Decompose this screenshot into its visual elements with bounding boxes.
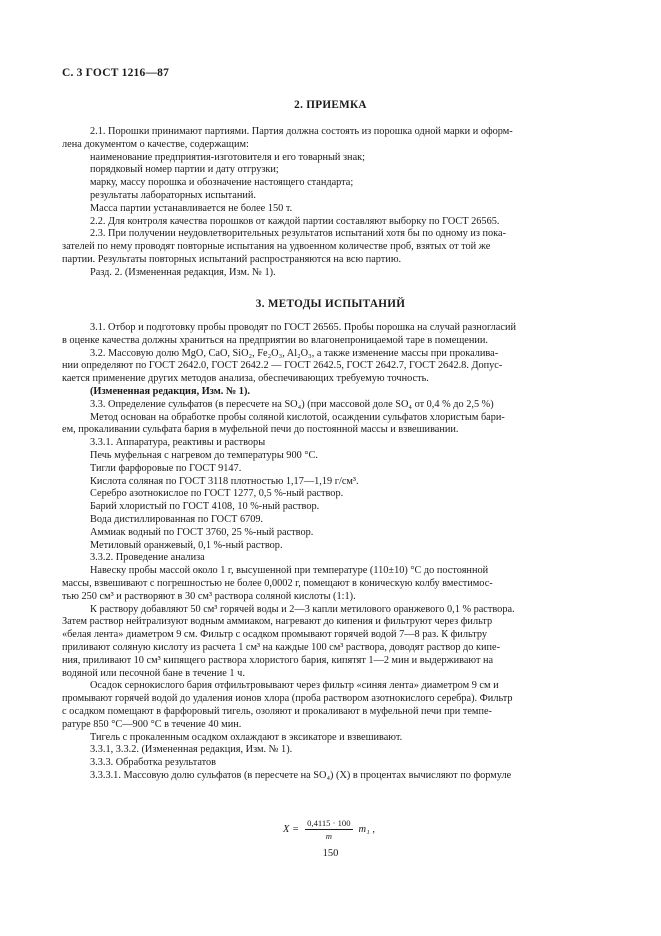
section3-line: водяной или песочной бане в течение 1 ч. xyxy=(62,667,245,679)
section3-line: Затем раствор нейтрализуют водным аммиаком, нагревают до кипения и фильтруют через фильтр xyxy=(62,616,493,628)
section3-line: 3.3.3.1. Массовую долю сульфатов (в пересчете на SO₄) (X) в процентах вычисляют по формуле xyxy=(90,769,512,781)
section3-line: К раствору добавляют 50 см³ горячей воды и 2—3 капли метилового оранжевого 0,1 % раствора. xyxy=(90,603,515,615)
section3-line: 3.3. Определение сульфатов (в пересчете на SO₄) (при массовой доле SO₄ от 0,4 % до 2,5 %) xyxy=(90,398,494,410)
formula-rhs: m₁ , xyxy=(358,824,375,835)
section3-line: Тигли фарфоровые по ГОСТ 9147. xyxy=(90,462,242,474)
section2-line: Масса партии устанавливается не более 150 т. xyxy=(90,202,293,214)
section2-line: наименование предприятия-изготовителя и его товарный знак; xyxy=(90,151,365,163)
section3-line: Печь муфельная с нагревом до температуры 900 °С. xyxy=(90,449,318,461)
section-3-body xyxy=(62,322,600,783)
section2-line: партии. Результаты повторных испытаний распространяются на всю партию. xyxy=(62,253,402,265)
section-2-title: 2. ПРИЕМКА xyxy=(294,99,367,111)
section3-line: массы, взвешивают с погрешностью не более 0,0002 г, помещают в коническую колбу вместимос- xyxy=(62,577,493,589)
section3-line: Навеску пробы массой около 1 г, высушенной при температуре (110±10) °С до постоянной xyxy=(90,565,489,577)
formula-lhs: X = xyxy=(283,824,300,835)
section3-line: ем, прокаливании сульфата бария в муфельной печи до постоянной массы и взвешивании. xyxy=(62,424,459,436)
section3-line: 3.1. Отбор и подготовку пробы проводят по ГОСТ 26565. Пробы порошка на случай разногласий xyxy=(90,322,516,333)
section3-line: 3.3.1, 3.3.2. (Измененная редакция, Изм. № 1). xyxy=(90,744,293,756)
section-3-title: 3. МЕТОДЫ ИСПЫТАНИЙ xyxy=(255,298,406,310)
section3-line: Барий хлористый по ГОСТ 4108, 10 %-ный раствор. xyxy=(90,501,320,513)
section3-line: (Измененная редакция, Изм. № 1). xyxy=(90,385,250,397)
section3-line: приливают соляную кислоту из расчета 1 см³ на каждые 100 см³ раствора, доводят раствор до кипе- xyxy=(62,641,501,653)
section3-line: Серебро азотнокислое по ГОСТ 1277, 0,5 %-ный раствор. xyxy=(90,488,344,500)
section-2-body xyxy=(62,126,600,280)
section3-line: 3.3.2. Проведение анализа xyxy=(90,552,205,564)
sulfate-formula xyxy=(283,818,375,841)
section2-line: 2.3. При получении неудовлетворительных результатов испытаний хотя бы по одному из пока- xyxy=(90,228,507,240)
section3-line: Аммиак водный по ГОСТ 3760, 25 %-ный раствор. xyxy=(90,526,314,538)
section3-line: 3.3.3. Обработка результатов xyxy=(90,757,217,769)
section2-line: Разд. 2. (Измененная редакция, Изм. № 1). xyxy=(90,266,276,278)
section3-line: Тигель с прокаленным осадком охлаждают в эксикаторе и взвешивают. xyxy=(90,731,403,743)
section3-line: «белая лента» диаметром 9 см. Фильтр с осадком промывают горячей водой 7—8 раз. К фильтру xyxy=(62,629,488,641)
formula-denominator: m xyxy=(325,831,332,841)
section3-line: промывают горячей водой до удаления ионов хлора (проба раствором азотнокислого серебра). Фильтр xyxy=(62,693,513,705)
section2-line: результаты лабораторных испытаний. xyxy=(90,189,256,201)
section3-line: в оценке качества должны храниться на предприятии во влагонепроницаемой таре в помещении. xyxy=(62,334,488,346)
section3-line: Осадок сернокислого бария отфильтровывают через фильтр «синяя лента» диаметром 9 см и xyxy=(90,680,499,692)
section3-line: ния, приливают 10 см³ кипящего раствора хлористого бария, кипятят 1—2 мин и выдерживают на xyxy=(62,654,494,666)
page-number: 150 xyxy=(322,848,339,859)
formula-fraction xyxy=(305,818,352,841)
section3-line: Метиловый оранжевый, 0,1 %-ный раствор. xyxy=(90,539,283,551)
page-header: С. 3 ГОСТ 1216—87 xyxy=(62,67,170,79)
section3-line: 3.2. Массовую долю MgO, CaO, SiO₂, Fe₂O₃, Al₂O₃, а также изменение массы при прокалива- xyxy=(90,347,499,359)
section3-line: Кислота соляная по ГОСТ 3118 плотностью 1,17—1,19 г/см³. xyxy=(90,475,359,487)
section2-line: марку, массу порошка и обозначение настоящего стандарта; xyxy=(90,177,354,189)
section3-line: нии определяют по ГОСТ 2642.0, ГОСТ 2642.2 — ГОСТ 2642.5, ГОСТ 2642.7, ГОСТ 2642.8. Допус- xyxy=(62,360,503,372)
section2-line: лена документом о качестве, содержащим: xyxy=(62,138,249,150)
section2-line: порядковый номер партии и дату отгрузки; xyxy=(90,164,279,176)
section2-line: 2.1. Порошки принимают партиями. Партия должна состоять из порошка одной марки и оформ- xyxy=(90,126,513,137)
section3-line: ратуре 850 °С—900 °С в течение 40 мин. xyxy=(62,718,242,730)
section3-line: Вода дистиллированная по ГОСТ 6709. xyxy=(90,513,264,525)
section3-line: 3.3.1. Аппаратура, реактивы и растворы xyxy=(90,437,266,449)
section3-line: с осадком помещают в фарфоровый тигель, озоляют и прокаливают в муфельной печи при темпе- xyxy=(62,705,492,717)
section3-line: кается применение других методов анализа, обеспечивающих требуемую точность. xyxy=(62,373,429,385)
section2-line: 2.2. Для контроля качества порошков от каждой партии составляют выборку по ГОСТ 26565. xyxy=(90,215,500,227)
section3-line: тью 250 см³ и растворяют в 30 см³ раствора соляной кислоты (1:1). xyxy=(62,590,356,602)
formula-numerator: 0,4115 · 100 xyxy=(307,818,351,828)
section3-line: Метод основан на обработке пробы соляной кислотой, осаждении сульфатов хлористым бари- xyxy=(90,411,505,423)
section2-line: зателей по нему проводят повторные испытания на удвоенном количестве проб, взятых от той же xyxy=(62,241,491,253)
